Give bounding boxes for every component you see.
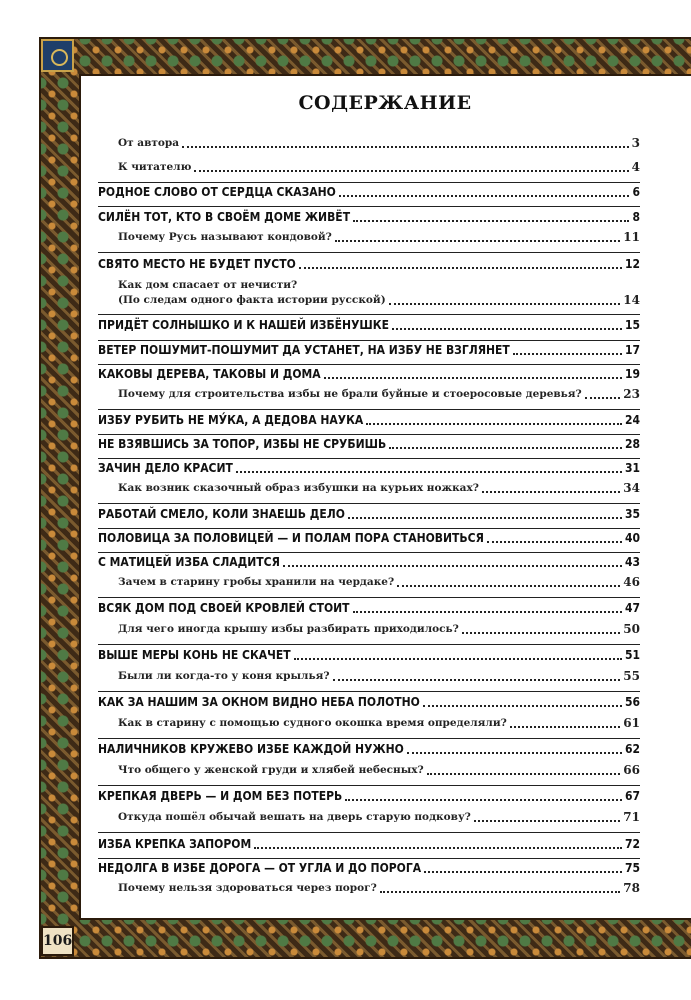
toc-entry-page: 40 — [624, 531, 640, 545]
toc-entry-page: 34 — [623, 481, 640, 495]
leader-dots — [482, 491, 620, 493]
toc-entry-page: 28 — [624, 437, 640, 451]
separator-line — [98, 785, 640, 786]
separator-line — [98, 340, 640, 341]
toc-entry-title: КРЕПКАЯ ДВЕРЬ — И ДОМ БЕЗ ПОТЕРЬ — [98, 789, 343, 803]
toc-entry[interactable] — [0, 413, 640, 428]
toc-entry-title: ЗАЧИН ДЕЛО КРАСИТ — [98, 461, 233, 475]
corner-ornament-icon — [41, 39, 74, 72]
toc-entry-title: ВЫШЕ МЕРЫ КОНЬ НЕ СКАЧЕТ — [98, 648, 291, 662]
leader-dots — [345, 799, 622, 801]
separator-line — [98, 252, 640, 253]
leader-dots — [462, 632, 621, 634]
toc-entry-title: НЕ ВЗЯВШИСЬ ЗА ТОПОР, ИЗБЫ НЕ СРУБИШЬ — [98, 437, 387, 451]
toc-entry-title: Зачем в старину гробы хранили на чердаке? — [118, 576, 395, 588]
toc-entry-page: 75 — [624, 861, 640, 875]
leader-dots — [585, 397, 621, 399]
toc-entry-page: 67 — [624, 789, 640, 803]
separator-line — [98, 552, 640, 553]
toc-entry-page: 56 — [624, 695, 640, 709]
leader-dots — [474, 820, 620, 822]
toc-entry[interactable] — [0, 278, 640, 308]
leader-dots — [324, 377, 622, 379]
toc-entry[interactable] — [0, 367, 640, 382]
toc-entry[interactable] — [0, 531, 640, 546]
toc-entry-title: ПОЛОВИЦА ЗА ПОЛОВИЦЕЙ — И ПОЛАМ ПОРА СТАНОВИТЬСЯ — [98, 531, 484, 545]
toc-entry-title: РОДНОЕ СЛОВО ОТ СЕРДЦА СКАЗАНО — [98, 185, 336, 199]
leader-dots — [348, 517, 622, 519]
toc-entry-title: СВЯТО МЕСТО НЕ БУДЕТ ПУСТО — [98, 257, 296, 271]
toc-entry[interactable] — [0, 210, 640, 225]
toc-entry[interactable] — [0, 461, 640, 476]
toc-entry-title: С МАТИЦЕЙ ИЗБА СЛАДИТСЯ — [98, 555, 280, 569]
separator-line — [98, 738, 640, 739]
toc-entry[interactable] — [0, 669, 640, 684]
toc-entry[interactable] — [0, 343, 640, 358]
toc-entry-title: Для чего иногда крышу избы разбирать приходилось? — [118, 623, 459, 635]
toc-entry[interactable] — [0, 555, 640, 570]
toc-entry-page: 15 — [624, 318, 640, 332]
toc-entry[interactable] — [0, 837, 640, 852]
toc-entry-page: 3 — [631, 136, 640, 150]
toc-entry[interactable] — [0, 716, 640, 731]
toc-entry-title: КАКОВЫ ДЕРЕВА, ТАКОВЫ И ДОМА — [98, 367, 321, 381]
toc-entry-page: 66 — [623, 763, 640, 777]
toc-entry-title: ВСЯК ДОМ ПОД СВОЕЙ КРОВЛЕЙ СТОИТ — [98, 601, 350, 615]
leader-dots — [510, 726, 621, 728]
toc-entry-page: 51 — [624, 648, 640, 662]
leader-dots — [424, 871, 622, 873]
toc-entry-page: 12 — [624, 257, 640, 271]
toc-entry-page: 50 — [623, 622, 640, 636]
page-number: 106 — [41, 926, 74, 956]
leader-dots — [333, 679, 621, 681]
toc-entry[interactable] — [0, 318, 640, 333]
toc-entry-page: 43 — [624, 555, 640, 569]
toc-entry-title: Как возник сказочный образ избушки на курьих ножках? — [118, 482, 479, 494]
toc-entry[interactable] — [0, 742, 640, 757]
separator-line — [98, 528, 640, 529]
toc-entry[interactable] — [0, 230, 640, 245]
toc-entry-title-line1: Как дом спасает от нечисти? — [118, 279, 298, 291]
toc-entry-title: НАЛИЧНИКОВ КРУЖЕВО ИЗБЕ КАЖДОЙ НУЖНО — [98, 742, 404, 756]
toc-entry-page: 6 — [632, 185, 640, 199]
leader-dots — [353, 220, 629, 222]
toc-entry[interactable] — [0, 437, 640, 452]
leader-dots — [389, 303, 621, 305]
toc-entry-page: 72 — [624, 837, 640, 851]
separator-line — [98, 858, 640, 859]
separator-line — [98, 206, 640, 207]
separator-line — [98, 434, 640, 435]
separator-line — [98, 691, 640, 692]
leader-dots — [380, 891, 621, 893]
leader-dots — [254, 847, 622, 849]
toc-entry-page: 23 — [623, 387, 640, 401]
toc-entry-page: 11 — [623, 230, 640, 244]
leader-dots — [299, 267, 622, 269]
toc-entry-page: 47 — [624, 601, 640, 615]
leader-dots — [182, 146, 629, 148]
leader-dots — [294, 658, 622, 660]
leader-dots — [339, 195, 630, 197]
toc-entry-page: 19 — [624, 367, 640, 381]
leader-dots — [283, 565, 622, 567]
toc-entry-page: 14 — [623, 293, 640, 307]
leader-dots — [335, 240, 620, 242]
leader-dots — [392, 328, 622, 330]
leader-dots — [427, 773, 621, 775]
toc-entry[interactable] — [0, 622, 640, 637]
toc-entry[interactable] — [0, 481, 640, 496]
toc-entry-title: ИЗБУ РУБИТЬ НЕ МУ́КА, А ДЕДОВА НАУКА — [98, 413, 364, 427]
toc-entry-page: 8 — [632, 210, 640, 224]
toc-entry-page: 4 — [631, 160, 640, 174]
toc-entry-page: 61 — [623, 716, 640, 730]
toc-entry-page: 24 — [624, 413, 640, 427]
toc-entry-title: Почему для строительства избы не брали буйные и стоеросовые деревья? — [118, 388, 582, 400]
toc-entry-page: 62 — [624, 742, 640, 756]
toc-entry[interactable] — [0, 257, 640, 272]
separator-line — [98, 182, 640, 183]
separator-line — [98, 503, 640, 504]
toc-entry-title: Откуда пошёл обычай вешать на дверь старую подкову? — [118, 811, 471, 823]
leader-dots — [236, 471, 622, 473]
toc-entry[interactable] — [0, 695, 640, 710]
toc-entry-title — [118, 278, 386, 308]
toc-entry[interactable] — [0, 575, 640, 590]
toc-entry-title: НЕДОЛГА В ИЗБЕ ДОРОГА — ОТ УГЛА И ДО ПОРОГА — [98, 861, 422, 875]
toc-entry[interactable] — [0, 387, 640, 402]
toc-entry[interactable] — [0, 507, 640, 522]
toc-entry-page: 71 — [623, 810, 640, 824]
toc-entry-title: Что общего у женской груди и хлябей небесных? — [118, 764, 424, 776]
toc-entry-title: ИЗБА КРЕПКА ЗАПОРОМ — [98, 837, 252, 851]
separator-line — [98, 597, 640, 598]
toc-entry[interactable] — [0, 861, 640, 876]
separator-line — [98, 832, 640, 833]
toc-entry-page: 17 — [624, 343, 640, 357]
toc-entry[interactable] — [0, 601, 640, 616]
separator-line — [98, 458, 640, 459]
toc-entry-page: 31 — [624, 461, 640, 475]
toc-entry-title: СИЛЁН ТОТ, КТО В СВОЁМ ДОМЕ ЖИВЁТ — [98, 210, 351, 224]
toc-entry[interactable] — [0, 810, 640, 825]
leader-dots — [423, 705, 622, 707]
separator-line — [98, 364, 640, 365]
toc-entry-title: К читателю — [118, 161, 192, 173]
toc-entry[interactable] — [0, 160, 640, 175]
page-title: СОДЕРЖАНИЕ — [298, 92, 472, 114]
leader-dots — [353, 611, 622, 613]
toc-entry-title: РАБОТАЙ СМЕЛО, КОЛИ ЗНАЕШЬ ДЕЛО — [98, 507, 345, 521]
toc-entry-page: 78 — [623, 881, 640, 895]
toc-entry[interactable] — [0, 763, 640, 778]
toc-entry-page: 46 — [623, 575, 640, 589]
toc-entry[interactable] — [0, 185, 640, 200]
leader-dots — [366, 423, 622, 425]
leader-dots — [513, 353, 622, 355]
toc-entry-title: ВЕТЕР ПОШУМИТ-ПОШУМИТ ДА УСТАНЕТ, НА ИЗБУ НЕ ВЗГЛЯНЕТ — [98, 343, 510, 357]
toc-entry-title: ПРИДЁТ СОЛНЫШКО И К НАШЕЙ ИЗБЁНУШКЕ — [98, 318, 389, 332]
toc-entry[interactable] — [0, 648, 640, 663]
toc-entry[interactable] — [0, 789, 640, 804]
leader-dots — [194, 170, 628, 172]
toc-entry-page: 55 — [623, 669, 640, 683]
leader-dots — [397, 585, 620, 587]
separator-line — [98, 409, 640, 410]
toc-entry-page: 35 — [624, 507, 640, 521]
leader-dots — [389, 447, 622, 449]
toc-entry-title: Почему Русь называют кондовой? — [118, 231, 332, 243]
toc-entry-title: Почему нельзя здороваться через порог? — [118, 882, 377, 894]
toc-entry-title: КАК ЗА НАШИМ ЗА ОКНОМ ВИДНО НЕБА ПОЛОТНО — [98, 695, 420, 709]
toc-entry[interactable] — [0, 136, 640, 151]
toc-entry-title: От автора — [118, 137, 180, 149]
toc-entry[interactable] — [0, 881, 640, 896]
toc-entry-title: Были ли когда-то у коня крылья? — [118, 670, 330, 682]
leader-dots — [407, 752, 622, 754]
separator-line — [98, 644, 640, 645]
toc-entry-title: Как в старину с помощью судного окошка время определяли? — [118, 717, 507, 729]
separator-line — [98, 314, 640, 315]
leader-dots — [487, 541, 622, 543]
toc-entry-title-line2: (По следам одного факта истории русской) — [118, 294, 386, 306]
